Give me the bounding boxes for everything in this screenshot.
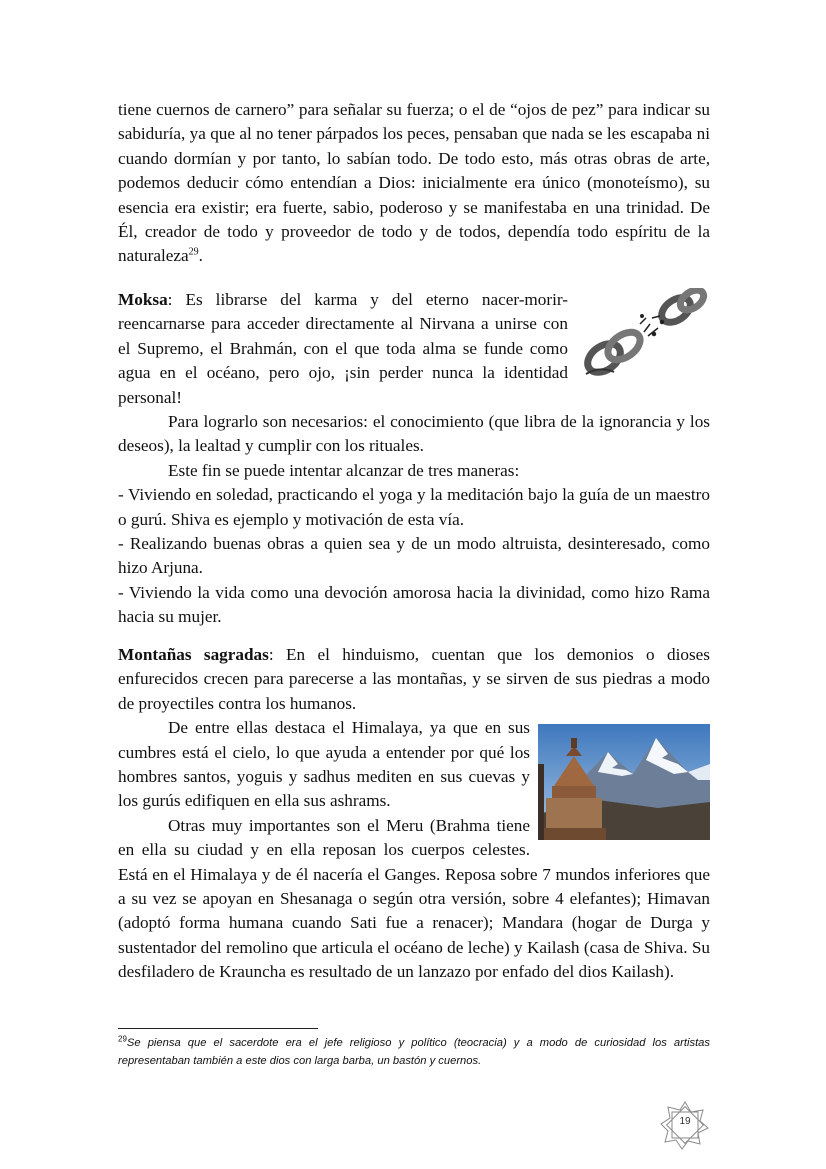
moksa-ways-intro: Este fin se puede intentar alcanzar de tres maneras: bbox=[168, 460, 520, 480]
intro-text: tiene cuernos de carnero” para señalar su fuerza; o el de “ojos de pez” para indicar su sabiduría, ya que al no tener párpados los peces, pensaban que nada se les escapaba ni cuando dormían y por tanto, lo sabían todo. De todo esto, más otras obras de arte, podemos deducir cómo entendían a Dios: inicialmente era único (monoteísmo), su esencia era existir; era fuerte, sabio, poderoso y se manifestaba en una trinidad. De Él, creador de todo y proveedor de todo y de todos, dependía todo espíritu de la naturaleza bbox=[118, 100, 710, 266]
broken-chain-image bbox=[580, 288, 710, 386]
montanas-definition: : En el hinduismo, cuentan que los demonios o dioses enfurecidos crecen para parecerse a las montañas, y se sirven de sus piedras a modo de proyectiles contra los humanos. bbox=[118, 645, 710, 713]
moksa-term: Moksa bbox=[118, 290, 168, 309]
himalaya-paragraph: De entre ellas destaca el Himalaya, ya que en sus cumbres está el cielo, lo que ayuda a entender por qué los hombres santos, yoguis y sadhus mediten en sus cuevas y los gurús edifiquen en ella sus ashrams. bbox=[118, 718, 530, 811]
list-item: - Viviendo la vida como una devoción amorosa hacia la divinidad, como hizo Rama hacia su mujer. bbox=[118, 582, 710, 627]
montanas-section bbox=[118, 643, 710, 985]
other-mountains-paragraph: Otras muy importantes son el Meru (Brahma tiene en ella su ciudad y en ella reposan los cuerpos celestes. Está en el Himalaya y de él nacería el Ganges. Reposa sobre 7 mundos inferiores que a su vez se apoyan en Shesanaga o según otra versión, sobre 4 elefantes); Himavan (adoptó forma humana cuando Sati fue a renacer); Mandara (hogar de Durga y sustentador del remolino que articula el océano de leche) y Kailash (casa de Shiva. Su desfiladero de Krauncha es resultado de un lanzazo por enfado del dios Kailash). bbox=[118, 815, 710, 982]
footnote-number: 29 bbox=[118, 1034, 127, 1044]
moksa-section bbox=[118, 288, 710, 630]
intro-paragraph bbox=[118, 98, 710, 269]
himalaya-stupa-image bbox=[538, 724, 710, 840]
footnote bbox=[118, 1034, 710, 1070]
montanas-term: Montañas sagradas bbox=[118, 645, 269, 664]
moksa-requirements: Para lograrlo son necesarios: el conocimiento (que libra de la ignorancia y los deseos), la lealtad y cumplir con los rituales. bbox=[118, 412, 710, 456]
footnote-reference[interactable]: 29 bbox=[188, 246, 199, 258]
footnote-text: Se piensa que el sacerdote era el jefe religioso y político (teocracia) y a modo de curiosidad los artistas representaban también a este dios con larga barba, un bastón y cuernos. bbox=[118, 1037, 710, 1067]
list-item: - Viviendo en soledad, practicando el yoga y la meditación bajo la guía de un maestro o gurú. Shiva es ejemplo y motivación de esta vía. bbox=[118, 485, 710, 529]
page-number: 19 bbox=[679, 1116, 691, 1127]
footnote-divider bbox=[118, 1028, 318, 1029]
list-item: - Realizando buenas obras a quien sea y de un modo altruista, desinteresado, como hizo Arjuna. bbox=[118, 534, 710, 578]
moksa-definition: : Es librarse del karma y del eterno nacer-morir-reencarnarse para acceder directamente al Nirvana a unirse con el Supremo, el Brahmán, con el que toda alma se funde como agua en el océano, pero ojo, ¡sin perder nunca la identidad personal! bbox=[118, 290, 568, 407]
intro-end: . bbox=[198, 246, 203, 266]
